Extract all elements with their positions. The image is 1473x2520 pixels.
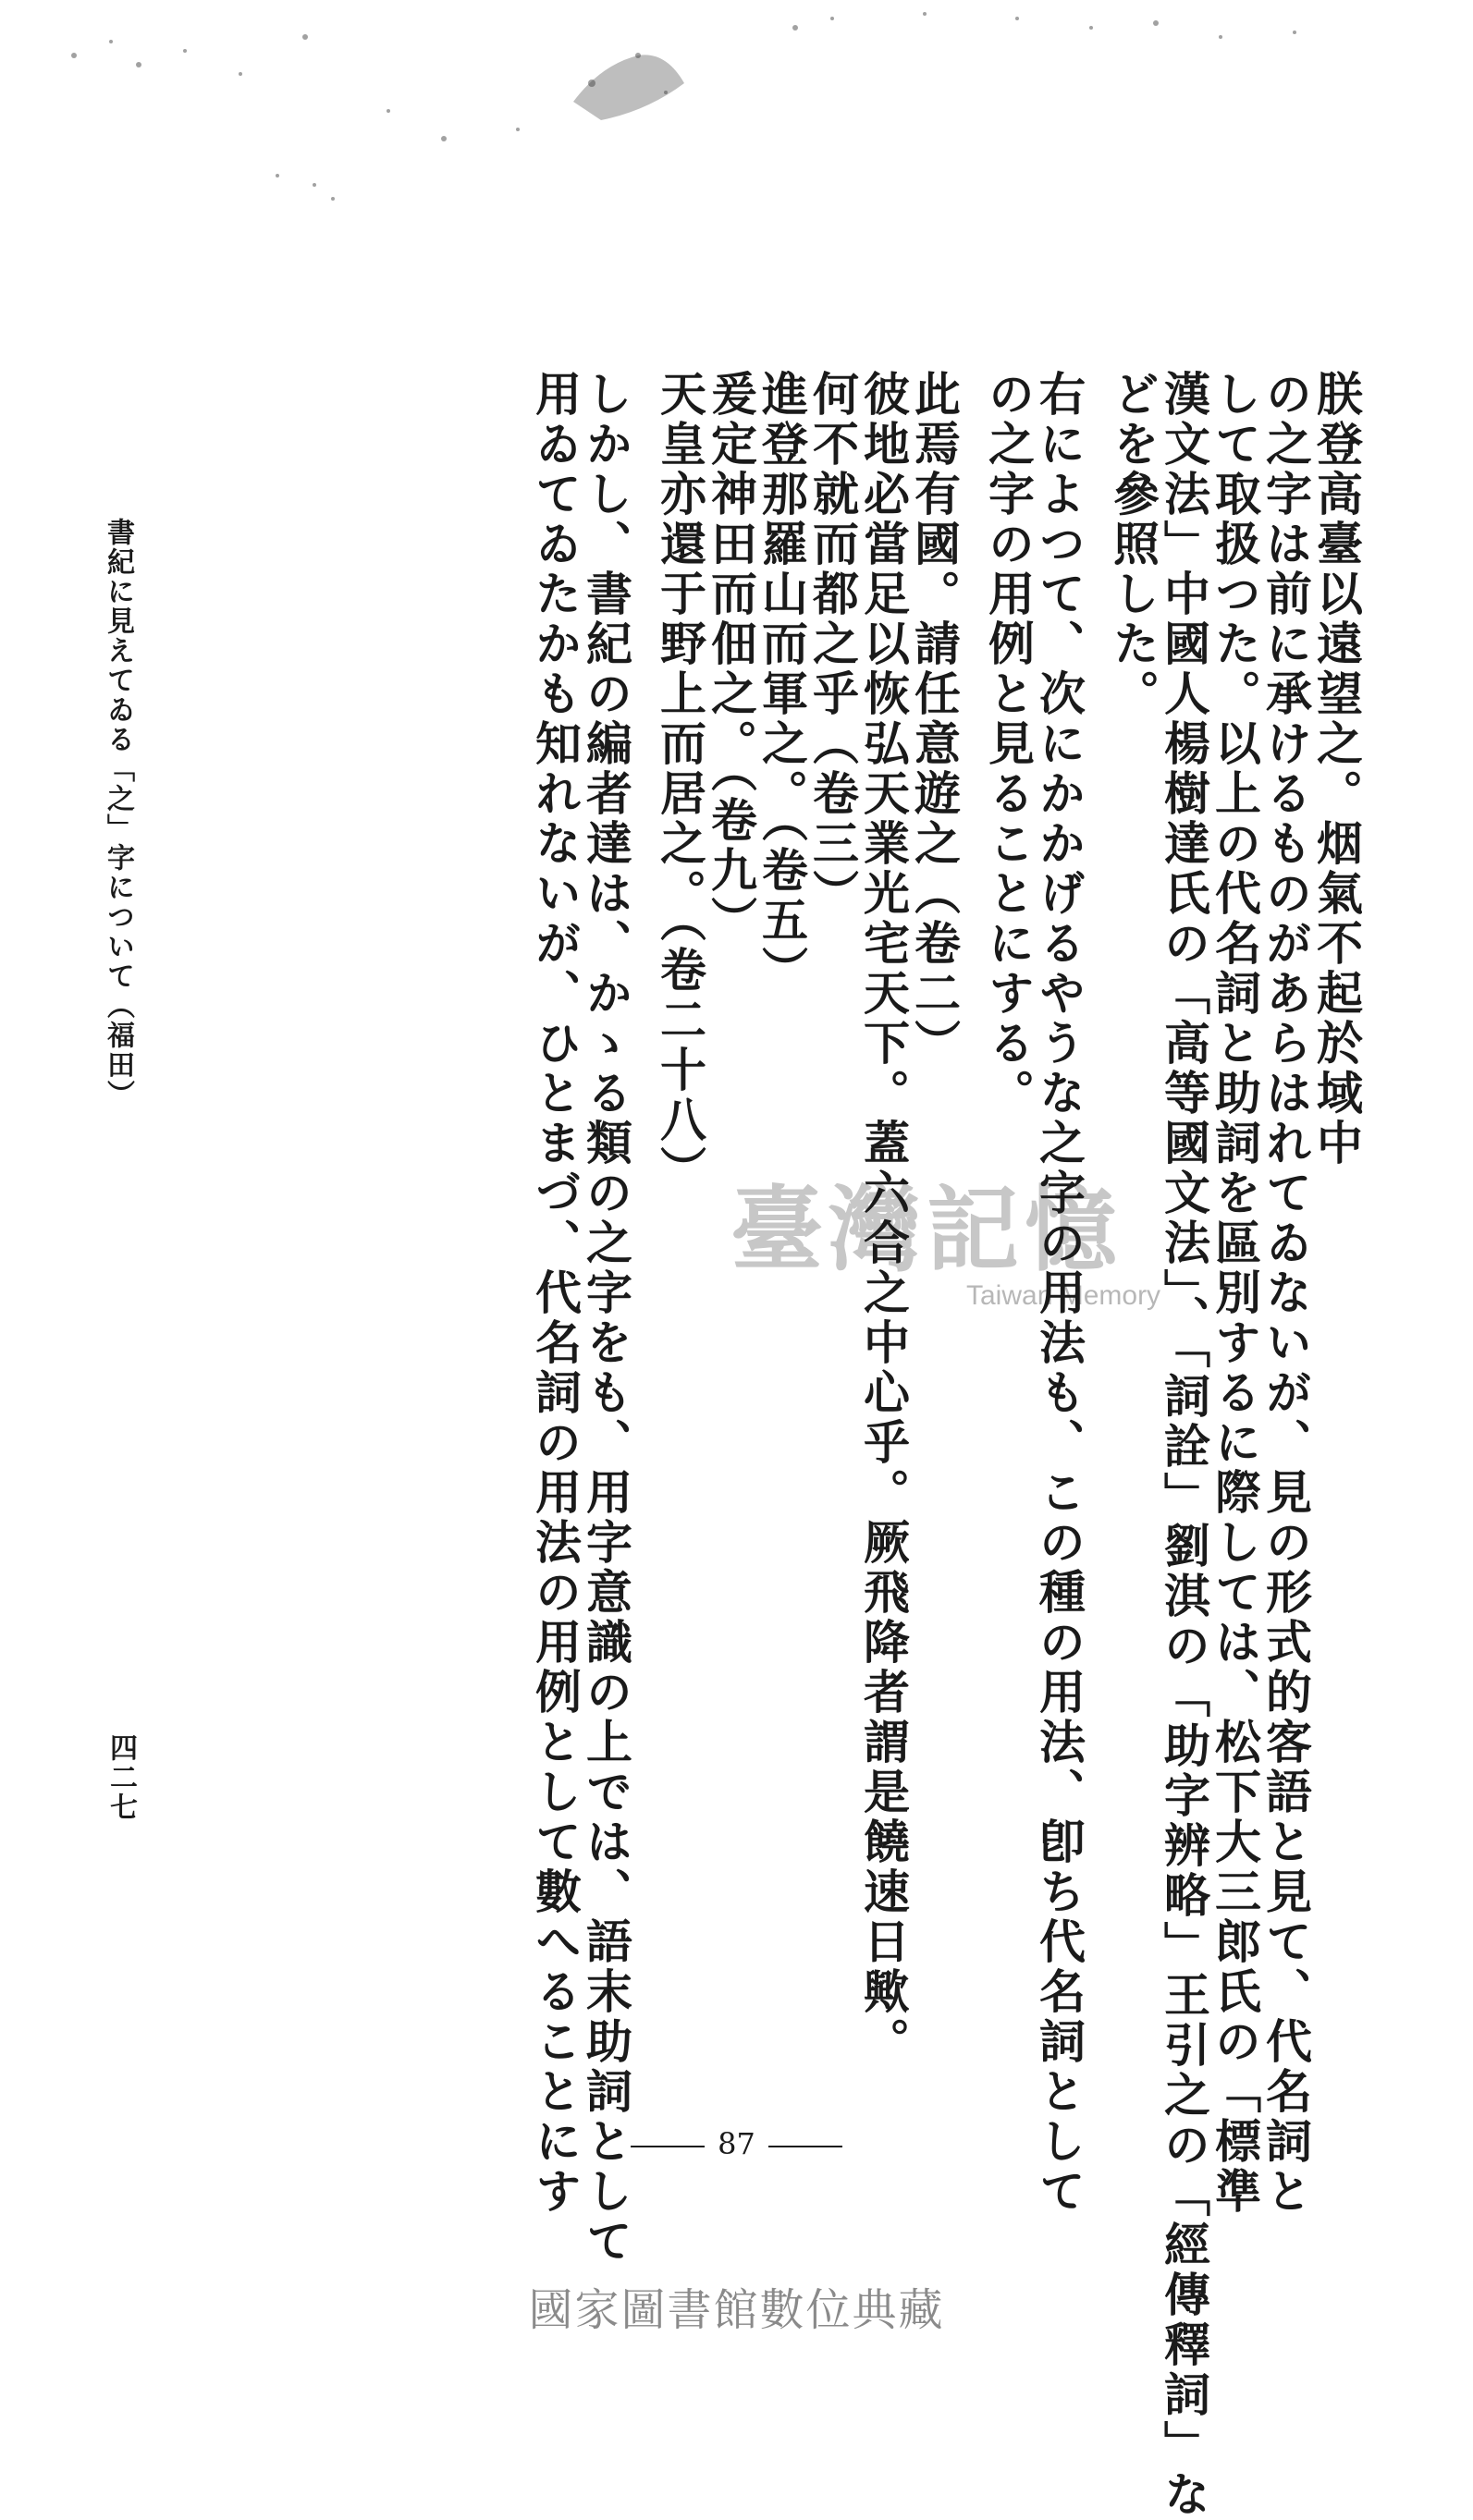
text-column-1: 朕登高臺以遠望之。烟氣不起於域中 xyxy=(1309,370,1364,1168)
text-column-14: しかし、書紀の編者達は、かゝる類の之字をも、用字意識の上では、語末助詞として xyxy=(579,370,633,2267)
text-column-3: して取扱つた。以上の代名詞と助詞を區別するに際しては、松下大三郎氏の「標準 xyxy=(1208,370,1262,2217)
watermark: 臺灣記憶 xyxy=(730,1175,1123,1284)
dash-left xyxy=(631,2146,705,2147)
running-head: 書紀に見えてゐる「之」字について（福田） xyxy=(102,518,134,1109)
text-column-5: どを參照した。 xyxy=(1106,370,1160,719)
text-column-9: 彼地必當足以恢弘天業光宅天下。蓋六合之中心乎。厥飛降者謂是饒速日歟。 xyxy=(856,370,911,2067)
library-footer: 國家圖書館數位典藏 xyxy=(528,2284,945,2336)
page-number: 87 xyxy=(718,2126,755,2161)
page-number-kanji: 四二七 xyxy=(104,1733,137,1822)
watermark-subtitle: Taiwan Memory xyxy=(966,1280,1161,1311)
page-number-footer xyxy=(0,2126,1473,2161)
text-column-8: 此焉有國。請任意遊之（卷二） xyxy=(907,370,962,1069)
text-column-7: の之字の用例と見ることにする。 xyxy=(981,370,1036,1119)
dash-right xyxy=(768,2146,842,2147)
text-column-2: の之字は前に承けるものがあらはれてゐないが、見の形式的客語と見て、代名詞と xyxy=(1258,370,1313,2217)
text-column-4: 漢文法」中國人楊樹達氏の「高等國文法」、「詞詮」劉淇の「助字辨略」王引之の「經傳釋詞」な xyxy=(1157,370,1211,2520)
text-column-13: 天皇亦還于野上而居之。（卷二十八） xyxy=(653,370,707,1195)
text-column-6: 右によつて、次にかかげるやうな之字の用法も、この種の用法、卽ち代名詞として xyxy=(1032,370,1086,2217)
text-column-12: 爰定神田而佃之。（卷九） xyxy=(704,370,758,946)
scan-noise-top xyxy=(0,0,1473,240)
text-column-11: 進登那羅山而軍之。（卷五） xyxy=(755,370,809,996)
text-column-15: 用ゐてゐたかも知れないが、ひとまづ、代名詞の用法の用例として數へることにす xyxy=(528,370,583,2217)
text-column-10: 何不就而都之乎（卷三） xyxy=(805,370,860,919)
